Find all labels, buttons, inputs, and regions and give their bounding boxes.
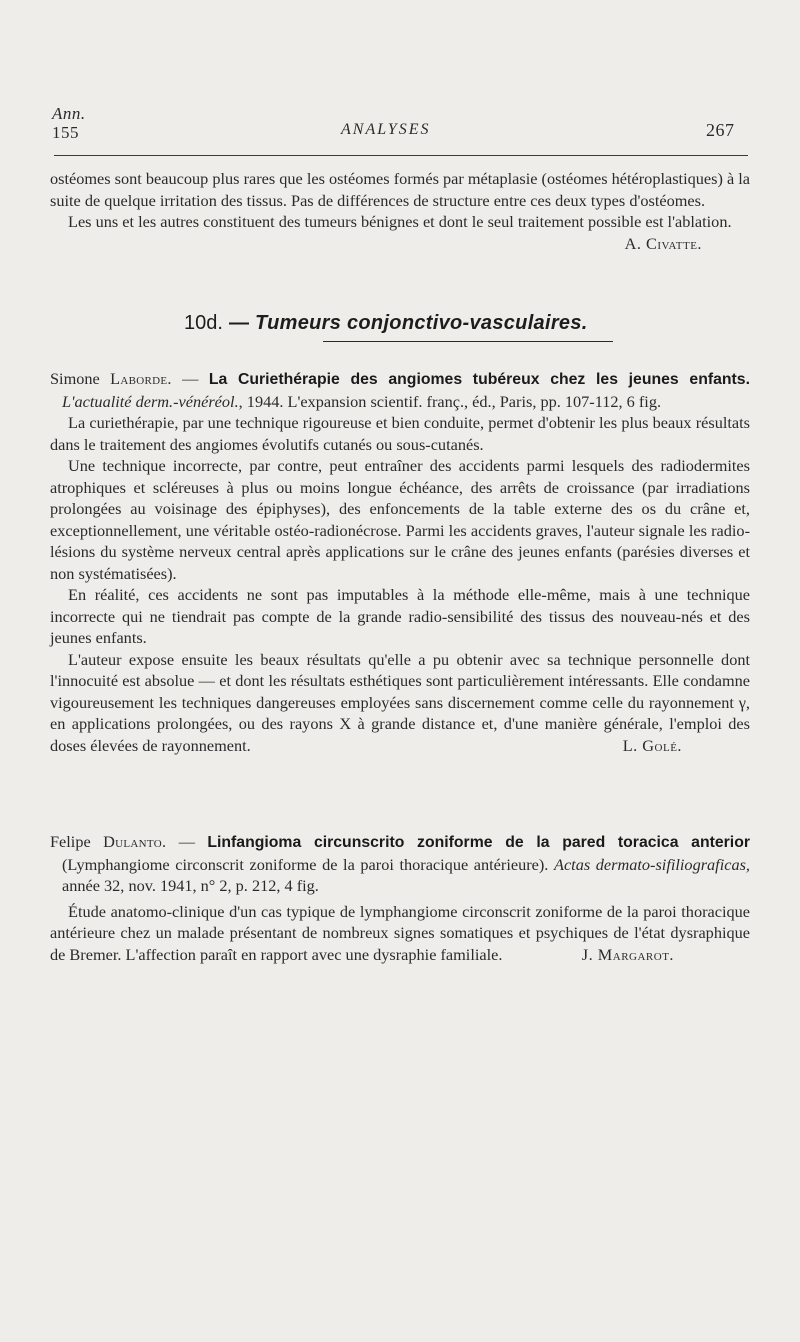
article-title: Linfangioma circunscrito zoniforme de la pared toracica anterior: [207, 834, 750, 851]
journal-name: Actas dermato-sifiliograficas,: [554, 854, 751, 874]
header-volume: 155: [52, 123, 79, 142]
author-last-name: Dulanto.: [103, 832, 167, 851]
article-dulanto: [50, 831, 750, 965]
section-title: Tumeurs conjonctivo-vasculaires.: [254, 312, 588, 334]
running-title: ANALYSES: [341, 121, 431, 138]
author-first-name: Felipe: [50, 832, 91, 851]
signature-margarot: J. Margarot.: [581, 944, 674, 964]
header-rule: [54, 155, 748, 156]
title-translation: (Lymphangiome circonscrit zoniforme de la paroi thoracique antérieure).: [62, 854, 549, 874]
article-laborde-paragraph-1: La curiethérapie, par une technique rigoureuse et bien conduite, permet d'obtenir les plus beaux résultats dans le traitement des angiomes évolutifs cutanés ou sous-cutanés.: [50, 413, 750, 454]
section-number: 10d.: [184, 312, 223, 334]
journal-name: L'actualité derm.-vénéréol.: [62, 391, 239, 411]
header-annotation: Ann.: [52, 104, 86, 123]
continuation-paragraph-1: ostéomes sont beaucoup plus rares que les ostéomes formés par métaplasie (ostéomes hétéroplastiques) à la suite de quelque irritation des tissus. Pas de différences de structure entre ces deux types d'ostéomes.: [50, 169, 750, 210]
article-laborde-paragraph-3: En réalité, ces accidents ne sont pas imputables à la méthode elle-même, mais à une technique incorrecte qui ne tiendrait pas compte de la grande radio-sensibilité des tissus des nouveau-nés et des jeunes enfants.: [50, 585, 750, 647]
article-dulanto-paragraph-1: [50, 901, 750, 966]
continuation-paragraph-2: [50, 211, 750, 253]
author-last-name: Laborde.: [110, 369, 172, 388]
continuation-paragraph-2-text: Les uns et les autres constituent des tumeurs bénignes et dont le seul traitement possible est l'ablation.: [68, 212, 732, 231]
article-laborde: [50, 368, 750, 756]
article-laborde-paragraph-4-text: L'auteur expose ensuite les beaux résultats qu'elle a pu obtenir avec sa technique personnelle dont l'innocuité est absolue — et dont les résultats esthétiques sont particulièrement intéressants. Elle condamne vigoureusement les techniques dangereuses employées sans discernement comme celle du rayonnement γ, en applications prolongées, ou des rayons X à grande distance et, d'une manière générale, l'emploi des doses élevées de rayonnement.: [50, 649, 750, 755]
article-laborde-paragraph-4: [50, 649, 750, 757]
citation-details: année 32, nov. 1941, n° 2, p. 212, 4 fig.: [62, 876, 319, 895]
section-underline: [323, 341, 613, 342]
article-laborde-paragraph-2: Une technique incorrecte, par contre, peut entraîner des accidents parmi lesquels des radiodermites atrophiques et scléreuses à plus ou moins longue échéance, des arrêts de croissance (par irradiations prolongées au voisinage des épiphyses), des enfoncements de la table externe des os du crâne et, exceptionnellement, une véritable ostéo-radionécrose. Parmi les accidents graves, l'auteur signale les radio-lésions du système nerveux central après applications sur le crâne des jeunes enfants (parésies diverses et non systématisées).: [50, 456, 750, 583]
page-number: 267: [706, 120, 735, 140]
reference-dash: —: [178, 832, 195, 851]
article-title: La Curiethérapie des angiomes tubéreux chez les jeunes enfants.: [208, 371, 750, 388]
signature-gole: L. Golé.: [622, 735, 682, 755]
section-dash: —: [228, 312, 249, 334]
section-heading: [184, 312, 588, 335]
signature-civatte: A. Civatte.: [624, 233, 702, 253]
continuation-block: [50, 168, 750, 254]
article-dulanto-paragraph-1-text: Étude anatomo-clinique d'un cas typique de lymphangiome circonscrit zoniforme de la paroi thoracique antérieure chez un malade présentant de nombreux signes somatiques et psychiques de l'état dysraphique de Bremer. L'affection paraît en rapport avec une dysraphie familiale.: [50, 901, 750, 964]
citation-details: , 1944. L'expansion scientif. franç., éd., Paris, pp. 107-112, 6 fig.: [238, 391, 662, 411]
article-dulanto-reference: [50, 831, 750, 897]
reference-dash: —: [182, 369, 199, 388]
article-laborde-reference: [50, 368, 750, 412]
author-first-name: Simone: [50, 369, 100, 388]
